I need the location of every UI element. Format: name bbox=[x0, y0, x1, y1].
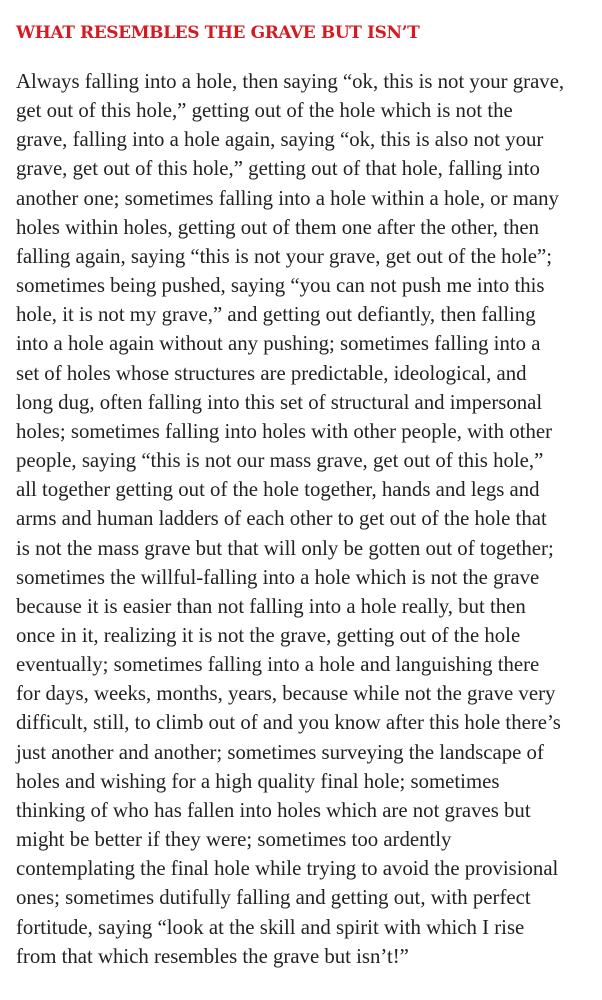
poem-line: because it is easier than not falling into a hole really, but then bbox=[16, 594, 526, 618]
poem-line: falling again, saying “this is not your grave, get out of the hole”; bbox=[16, 244, 552, 268]
poem-line: grave, falling into a hole again, saying “ok, this is also not your bbox=[16, 128, 544, 152]
poem-line: sometimes the willful-falling into a hole which is not the grave bbox=[16, 565, 540, 589]
poem-line: all together getting out of the hole together, hands and legs and bbox=[16, 478, 540, 502]
poem-line: just another and another; sometimes surveying the landscape of bbox=[16, 740, 544, 764]
poem-line: ones; sometimes dutifully falling and getting out, with perfect bbox=[16, 886, 531, 910]
poem-line: contemplating the final hole while trying to avoid the provisional bbox=[16, 857, 559, 881]
poem-line: into a hole again without any pushing; sometimes falling into a bbox=[16, 332, 541, 356]
poem-line: get out of this hole,” getting out of the hole which is not the bbox=[16, 99, 513, 123]
poem-line: for days, weeks, months, years, because while not the grave very bbox=[16, 682, 556, 706]
poem-line: another one; sometimes falling into a hole within a hole, or many bbox=[16, 186, 559, 210]
poem-line: might be better if they were; sometimes too ardently bbox=[16, 828, 452, 852]
poem-line: fortitude, saying “look at the skill and spirit with which I rise bbox=[16, 915, 525, 939]
poem-body bbox=[16, 67, 591, 971]
poem-line: hole, it is not my grave,” and getting out defiantly, then falling bbox=[16, 303, 536, 327]
poem-line: holes and wishing for a high quality final hole; sometimes bbox=[16, 769, 500, 793]
poem-line: holes within holes, getting out of them one after the other, then bbox=[16, 215, 540, 239]
poem-line: holes; sometimes falling into holes with other people, with other bbox=[16, 419, 553, 443]
poem-title: WHAT RESEMBLES THE GRAVE BUT ISN’T bbox=[16, 23, 420, 43]
poem-line: is not the mass grave but that will only be gotten out of together; bbox=[16, 536, 554, 560]
poem-line: long dug, often falling into this set of structural and impersonal bbox=[16, 390, 543, 414]
poem-line: sometimes being pushed, saying “you can not push me into this bbox=[16, 274, 545, 298]
poem-line: thinking of who has fallen into holes which are not graves but bbox=[16, 798, 531, 822]
poem-line: grave, get out of this hole,” getting out of that hole, falling into bbox=[16, 157, 540, 181]
poem-line: from that which resembles the grave but isn’t!” bbox=[16, 944, 409, 968]
poem-line: set of holes whose structures are predictable, ideological, and bbox=[16, 361, 527, 385]
poem-line: people, saying “this is not our mass grave, get out of this hole,” bbox=[16, 449, 544, 473]
poem-line: eventually; sometimes falling into a hole and languishing there bbox=[16, 653, 540, 677]
poem-line: once in it, realizing it is not the grave, getting out of the hole bbox=[16, 623, 521, 647]
poem-line: arms and human ladders of each other to get out of the hole that bbox=[16, 507, 547, 531]
poem-line: difficult, still, to climb out of and you know after this hole there’s bbox=[16, 711, 561, 735]
poem-line: Always falling into a hole, then saying “ok, this is not your grave, bbox=[16, 70, 565, 93]
